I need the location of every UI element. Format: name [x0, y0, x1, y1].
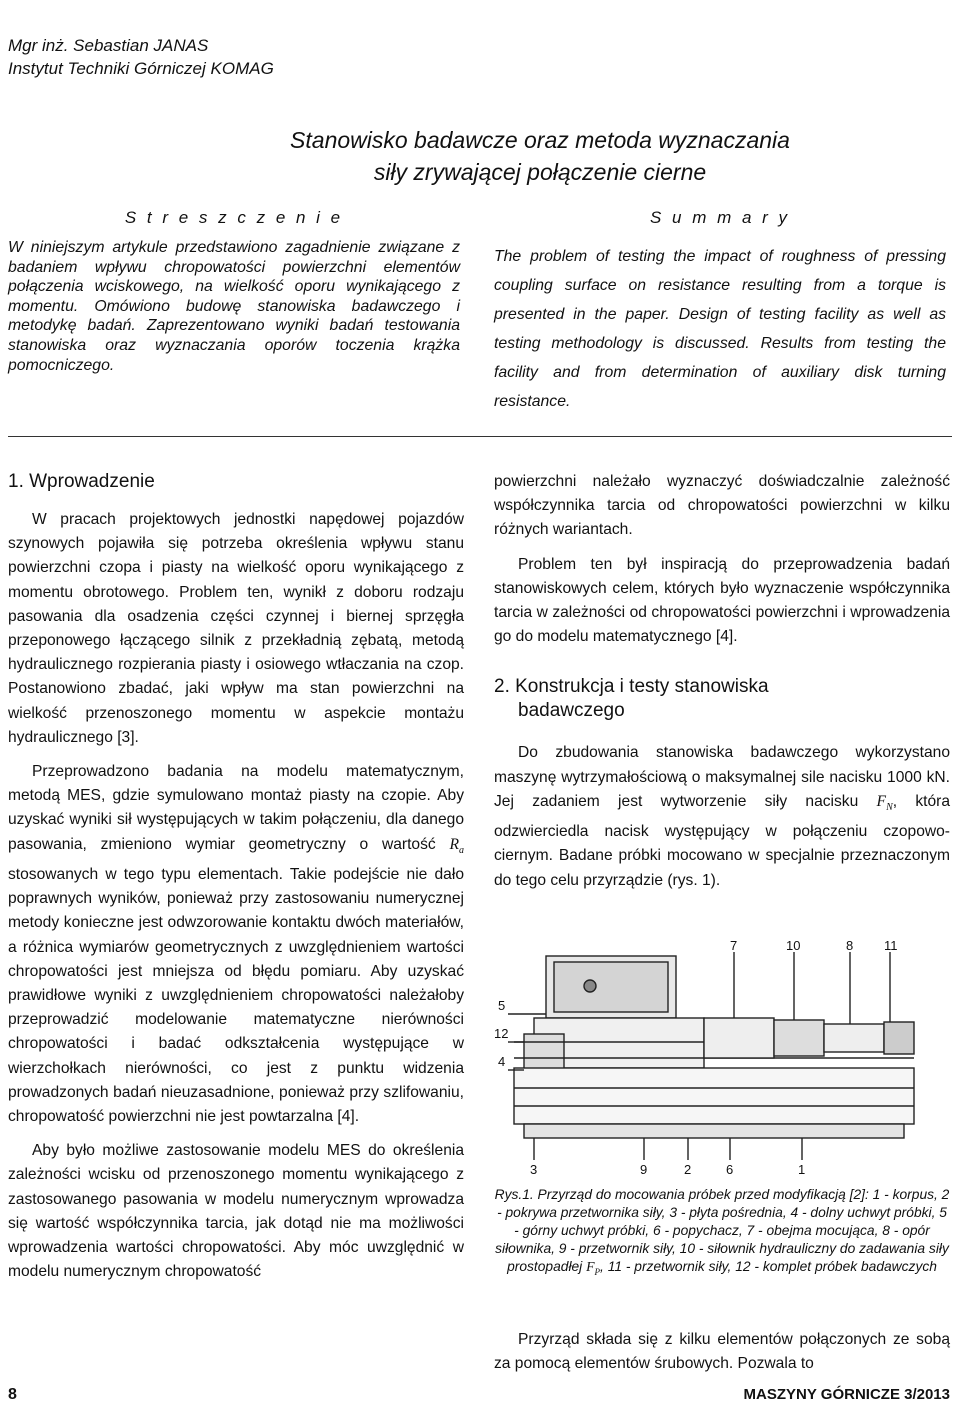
symbol-fp-sub: P: [594, 1266, 601, 1277]
symbol-fn-letter: F: [876, 792, 887, 810]
figure-1: [494, 938, 950, 1178]
abstract-pl: [8, 208, 460, 375]
abstract-en-text: The problem of testing the impact of roughness of pressing coupling surface on resistance resulting from a torque is presented in the paper. Design of testing facility as well as testing methodology is discussed. Results from testing the facility and from determination of auxiliary disk turning resistance.: [494, 248, 946, 410]
journal-name: MASZYNY GÓRNICZE 3/2013: [743, 1386, 950, 1403]
section-2-p1: [494, 741, 950, 892]
section-1-body: [8, 508, 464, 1284]
title-line-2: siły zrywającej połączenie cierne: [373, 159, 707, 185]
article-title: [150, 124, 930, 188]
abstract-pl-text: W niniejszym artykule przedstawiono zagadnienie związane z badaniem wpływu chropowatości powierzchni elementów połączenia wciskowego, na wielkość oporu wynikającego z momentu. Omówiono budowę stanowiska badawczego i metodykę badań. Zaprezentowano wyniki badań testowania stanowiska oraz wyznaczania oporów toczenia krążka pomocniczego.: [8, 239, 460, 374]
p2-part-a: Przeprowadzono badania na modelu matematycznym, metodą MES, gdzie symulowano montaż piasty na czopie. Aby uzyskać wyniki sił występujących w takim połączeniu, dla danego pasowania, zmieniono wymiar geometryczny o wartość: [8, 763, 464, 853]
symbol-fp-letter: F: [586, 1259, 595, 1274]
title-line-1: Stanowisko badawcze oraz metoda wyznaczania: [290, 127, 790, 153]
section-2-p2: Przyrząd składa się z kilku elementów połączonych ze sobą za pomocą elementów śrubowych. Pozwala to: [494, 1331, 950, 1373]
section-1-p4: powierzchni należało wyznaczyć doświadczalnie zależność współczynnika tarcia od chropowatości powierzchni w kilku różnych wariantach.: [494, 473, 950, 539]
page-number: 8: [8, 1386, 17, 1403]
section-1-p3: Aby było możliwe zastosowanie modelu MES do określenia zależności wcisku od przenoszonego momentu wynikającego z zastosowanego pasowania w modelu numerycznym wprowadza się wartość współczynnika tarcia, jak dotąd nie ma możliwości wprowadzenia wartości chropowatości. Aby móc uwzględnić w modelu numerycznym chropowatość: [8, 1142, 464, 1281]
abstract-pl-heading: S t r e s z c z e n i e: [124, 208, 344, 227]
label-left-2: 12: [494, 1026, 509, 1041]
figure-1-caption: [494, 1186, 950, 1281]
label-bottom-1: 3: [530, 1162, 538, 1177]
s2p1-part-a: Do zbudowania stanowiska badawczego wykorzystano maszynę wytrzymałościową o maksymalnej sile nacisku 1000 kN. Jej zadaniem jest wytworzenie siły nacisku: [494, 744, 950, 810]
s2p1-part-b: , która odzwierciedla nacisk występujący w połączeniu czopowo-ciernym. Badane próbki mocowano w specjalnie przeznaczonym do tego celu przyrządzie (rys. 1).: [494, 792, 950, 889]
p2-part-b: stosowanych w tego typu elementach. Takie podejście nie dało poprawnych wyników, ponieważ przy zastosowaniu numerycznej metody konieczne jest odwzorowanie kontaktu dwóch materiałów, a różnica wymiarów geometrycznych z uwzględnieniem wartości chropowatości jest mniejsza od błędu pomiaru. Aby uzyskać prawidłowe wyniki z uwzględnieniem chropowatości należałoby przeprowadzić modelowanie matematyczne nierówności chropowatości i badać odkształcenia występujące w wierzchołkach nierówności, co jest z punktu widzenia prowadzonych badań nieuzasadnione, ponieważ przy szlifowaniu, chropowatość powierzchni nie jest powtarzalna [4].: [8, 865, 464, 1125]
abstract-en-heading: S u m m a r y: [649, 208, 791, 227]
label-top-2: 10: [786, 938, 801, 953]
symbol-fn-sub: N: [886, 801, 893, 813]
section-1-p1: W pracach projektowych jednostki napędowej pojazdów szynowych pojawiła się potrzeba określenia wpływu stanu powierzchni czopa i piasty na wielkość oporu wynikającego z momentu obrotowego. Problem ten, wynikł z doboru rodzaju pasowania dla osadzenia części czynnej i biernej sprzęgła przeponowego łączącego silnik z przekładnią zębatą, metodą hydraulicznego rozpierania piasty i osiowego wtłaczania na czop. Postanowiono zbadać, jaki wpływ ma stan powierzchni na wielkość przenoszonego momentu w aspekcie montażu hydraulicznego [3].: [8, 511, 464, 746]
fixture-drawing: [494, 938, 950, 1178]
caption-part-b: , 11 - przetwornik siły, 12 - komplet próbek badawczych: [600, 1259, 937, 1274]
section-2-heading: [494, 675, 950, 723]
section-2-heading-line-2: badawczego: [518, 700, 625, 722]
author-block: [8, 34, 274, 80]
symbol-fn: [876, 792, 893, 813]
abstract-en: [494, 208, 946, 416]
label-top-1: 7: [730, 938, 738, 953]
label-left-3: 4: [498, 1054, 506, 1069]
section-2-body: [494, 741, 950, 892]
label-bottom-5: 1: [798, 1162, 806, 1177]
section-2-p2-block: [494, 1328, 950, 1376]
label-top-4: 11: [884, 938, 898, 953]
section-1-p2: [8, 760, 464, 1129]
label-left-1: 5: [498, 998, 506, 1013]
section-1-p5: Problem ten był inspiracją do przeprowadzenia badań stanowiskowych celem, których było wyznaczenie współczynnika tarcia w zależności od chropowatości powierzchni i wprowadzenia go do modelu matematycznego [4].: [494, 555, 950, 646]
symbol-fp: [586, 1259, 601, 1277]
section-1-heading: 1. Wprowadzenie: [8, 471, 155, 492]
label-bottom-4: 6: [726, 1162, 734, 1177]
divider-rule: [8, 436, 952, 437]
caption-part-a: Rys.1. Przyrząd do mocowania próbek przed modyfikacją [2]: 1 - korpus, 2 - pokrywa przetwornika siły, 3 - płyta pośrednia, 4 - dolny uchwyt próbki, 5 - górny uchwyt próbki, 6 - popychacz, 7 - obejma mocująca, 8 - opór siłownika, 9 - przetwornik siły, 10 - siłownik hydrauliczny do zadawania siły prostopadłej: [494, 1187, 950, 1274]
symbol-ra: [449, 835, 464, 856]
label-bottom-3: 2: [684, 1162, 692, 1177]
author-name: Mgr inż. Sebastian JANAS: [8, 36, 209, 55]
section-2-heading-line-1: 2. Konstrukcja i testy stanowiska: [494, 676, 769, 698]
symbol-ra-sub: a: [459, 844, 464, 856]
right-column: [494, 470, 950, 903]
section-1-continuation: [494, 470, 950, 649]
symbol-ra-letter: R: [449, 835, 459, 853]
label-top-3: 8: [846, 938, 854, 953]
left-column: [8, 470, 464, 1284]
label-bottom-2: 9: [640, 1162, 648, 1177]
author-institute: Instytut Techniki Górniczej KOMAG: [8, 59, 274, 78]
